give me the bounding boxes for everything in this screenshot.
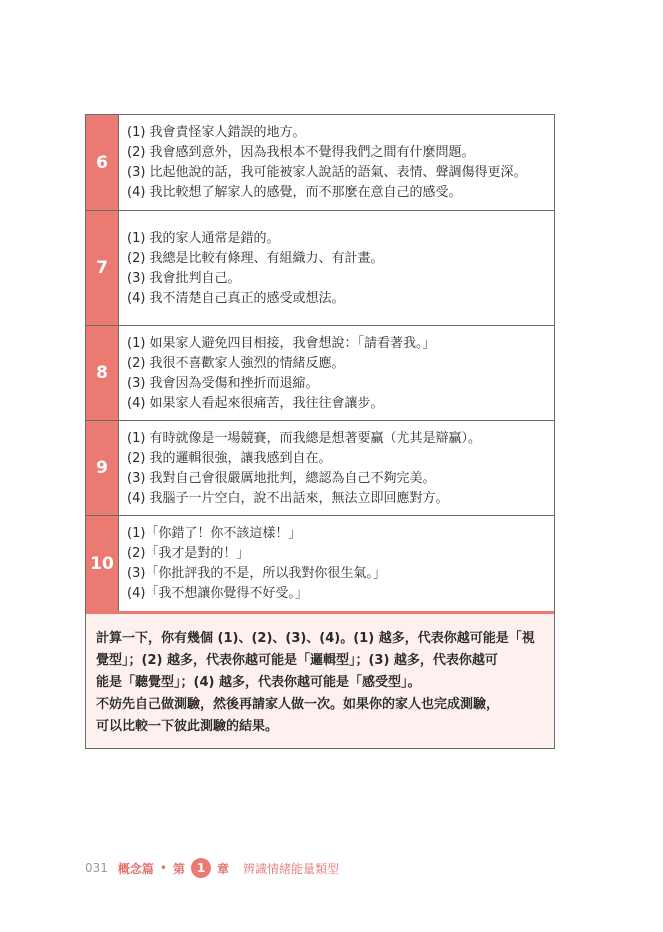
- quiz-row-9: [86, 421, 554, 516]
- option-4: (4) 如果家人看起來很痛苦，我往往會讓步。: [127, 396, 384, 411]
- option-3: (3) 我會批判自己。: [127, 271, 241, 286]
- option-4: (4) 我不清楚自己真正的感受或想法。: [127, 291, 345, 306]
- row-items: [119, 421, 554, 515]
- row-number: 10: [86, 516, 119, 611]
- option-4: (4) 我比較想了解家人的感覺，而不那麼在意自己的感受。: [127, 185, 462, 200]
- option-4: (4) 我腦子一片空白，說不出話來，無法立即回應對方。: [127, 491, 449, 506]
- summary-line: 能是「聽覺型」；(4) 越多，代表你越可能是「感受型」。: [96, 675, 421, 690]
- option-1: (1) 我的家人通常是錯的。: [127, 231, 280, 246]
- option-3: (3)「你批評我的不是，所以我對你很生氣。」: [127, 566, 386, 581]
- row-items: [119, 211, 554, 325]
- chapter-suffix: 章: [217, 861, 230, 876]
- page-number: 031: [85, 861, 108, 875]
- chapter-prefix: 第: [173, 861, 186, 876]
- chapter-title: 辨識情緒能量類型: [243, 861, 340, 876]
- option-2: (2) 我會感到意外，因為我根本不覺得我們之間有什麼問題。: [127, 145, 475, 160]
- option-1: (1)「你錯了！你不該這樣！」: [127, 526, 302, 541]
- option-2: (2)「我才是對的！」: [127, 546, 250, 561]
- row-number: 7: [86, 211, 119, 325]
- option-3: (3) 比起他說的話，我可能被家人說話的語氣、表情、聲調傷得更深。: [127, 165, 527, 180]
- quiz-table: [85, 114, 555, 749]
- option-4: (4)「我不想讓你覺得不好受。」: [127, 586, 308, 601]
- option-1: (1) 我會責怪家人錯誤的地方。: [127, 125, 306, 140]
- quiz-row-8: [86, 326, 554, 421]
- row-items: [119, 115, 554, 210]
- option-3: (3) 我對自己會很嚴厲地批判，總認為自己不夠完美。: [127, 471, 436, 486]
- summary-line: 計算一下，你有幾個 (1)、(2)、(3)、(4)。(1) 越多，代表你越可能是「視: [96, 631, 535, 646]
- row-items: [119, 516, 554, 611]
- scoring-summary: [86, 611, 554, 748]
- quiz-row-7: [86, 211, 554, 326]
- option-1: (1) 如果家人避免四目相接，我會想說：「請看著我。」: [127, 336, 436, 351]
- page-footer: [85, 855, 339, 881]
- summary-line: 不妨先自己做測驗，然後再請家人做一次。如果你的家人也完成測驗，: [96, 697, 500, 712]
- option-3: (3) 我會因為受傷和挫折而退縮。: [127, 376, 319, 391]
- option-2: (2) 我的邏輯很強，讓我感到自在。: [127, 451, 332, 466]
- row-number: 9: [86, 421, 119, 515]
- quiz-row-6: [86, 115, 554, 211]
- chapter-number-badge: 1: [191, 858, 211, 878]
- row-items: [119, 326, 554, 420]
- row-number: 6: [86, 115, 119, 210]
- section-label: 概念篇: [117, 861, 154, 876]
- separator-dot: •: [159, 861, 167, 875]
- row-number: 8: [86, 326, 119, 420]
- quiz-row-10: [86, 516, 554, 611]
- option-2: (2) 我很不喜歡家人強烈的情緒反應。: [127, 356, 345, 371]
- option-2: (2) 我總是比較有條理、有組織力、有計畫。: [127, 251, 384, 266]
- summary-line: 可以比較一下彼此測驗的結果。: [96, 719, 279, 734]
- option-1: (1) 有時就像是一場競賽，而我總是想著要贏（尤其是辯贏）。: [127, 431, 482, 446]
- summary-line: 覺型」；(2) 越多，代表你越可能是「邏輯型」；(3) 越多，代表你越可: [96, 653, 498, 668]
